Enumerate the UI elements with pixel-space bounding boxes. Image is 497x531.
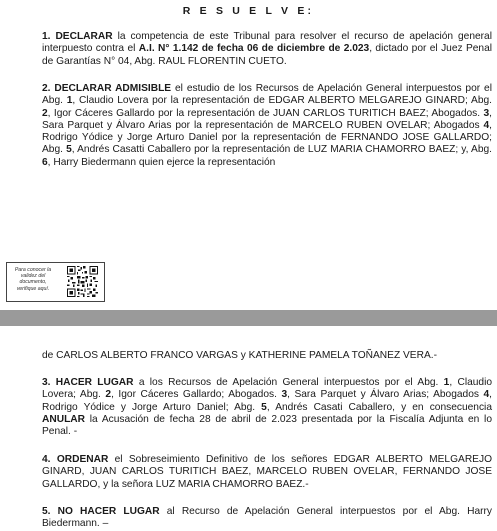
item-text: el estudio de los Recursos de Apelación General interpuestos por el Abg. [42,83,492,107]
lawyer-number: 2 [105,389,112,401]
resolution-item-3 [42,377,492,438]
item-text: , Claudio Lovera por la representación de EDGAR ALBERTO MELGAREJO GINARD; Abg. [72,95,492,107]
item-text: la competencia de este Tribunal para resolver el recurso de apelación general interpuesto contra el [42,31,492,55]
item-text: , Harry Biedermann quien ejerce la representación [47,156,276,168]
item-verb: NO HACER LUGAR [57,506,160,517]
item-verb: ORDENAR [56,454,109,465]
item-number: 2. [42,83,51,94]
item-text: al Recurso de Apelación General interpuestos por el Abg. Harry Biedermann. – [42,506,492,530]
item-text: , Sara Parquet y Álvaro Arias por la representación de MARCELO RUBEN OVELAR; Abogados [42,107,492,131]
continuation-text: de CARLOS ALBERTO FRANCO VARGAS y KATHERINE PAMELA TOÑANEZ VERA.- [42,350,437,361]
qr-code-icon[interactable] [67,266,98,297]
lawyer-number: 1 [443,377,450,388]
item-text: la Acusación de fecha 28 de abril de 2.023 presentada por la Fiscalía Adjunta en lo Penal. - [42,413,492,438]
item-text: , Igor Cáceres Gallardo; Abogados. [111,389,282,401]
item-text: a los Recursos de Apelación General interpuestos por el Abg. [133,377,444,388]
item-verb: DECLARAR ADMISIBLE [54,83,172,94]
item-text: , dictado por el Juez Penal de Garantías N° 04, Abg. RAUL FLORENTIN CUETO. [42,43,493,67]
lawyer-number: 6 [42,156,48,168]
lawyer-number: 3 [483,107,490,119]
item-verb: DECLARAR [55,31,113,42]
lawyer-number: 4 [483,119,490,131]
item-text: , Rodrigo Yódice y Jorge Arturo Daniel; Abg. [42,389,492,413]
document-page-2 [0,326,497,531]
lawyer-number: 4 [483,389,490,401]
verification-text: Para conocer la validez del documento, verifique aquí. [14,267,52,292]
item-number: 3. [42,377,51,388]
lawyer-number: 5 [66,144,72,156]
resolution-heading: R E S U E L V E: [182,5,315,17]
resolution-item-5 [42,506,492,531]
lawyer-number: 5 [261,401,267,413]
item-text: , Andrés Casati Caballero, y en consecuencia [266,401,492,413]
item-text: , Igor Cáceres Gallardo por la representación de JUAN CARLOS TURITICH BAEZ; Abogados. [47,107,484,119]
lawyer-number: 2 [42,107,48,119]
resolution-reference: A.I. N° 1.142 de fecha 06 de diciembre de 2.023 [138,43,370,55]
item-text: , Rodrigo Yódice y Jorge Arturo Daniel por la representación de FERNANDO JOSE GALLARDO; Abg. [42,119,492,156]
item-number: 5. [42,506,51,517]
item-verb: HACER LUGAR [55,377,134,388]
lawyer-number: 1 [66,95,73,107]
item-text: , Andrés Casatti Caballero por la representación de LUZ MARIA CHAMORRO BAEZ; y, Abg. [71,144,492,156]
item-text: , Sara Parquet y Álvaro Arias; Abogados [287,389,484,401]
resolution-item-4 [42,454,492,491]
lawyer-number: 3 [281,389,288,401]
item-text: , Claudio Lovera; Abg. [42,377,493,401]
resolution-item-1 [42,31,492,68]
resolution-item-2 [42,83,492,169]
item-text: el Sobreseimiento Definitivo de los señores EDGAR ALBERTO MELGAREJO GINARD, JUAN CARLOS TURITICH BAEZ, MARCELO RUBEN OVELAR, FERNANDO JOSE GALLARDO, y la señora LUZ MARIA CHAMORRO BAEZ.- [42,454,492,490]
item-number: 4. [42,454,51,465]
item-verb: ANULAR [42,413,86,425]
item-number: 1. [42,31,51,42]
verification-stamp[interactable] [6,262,105,302]
page-separator [0,310,497,326]
